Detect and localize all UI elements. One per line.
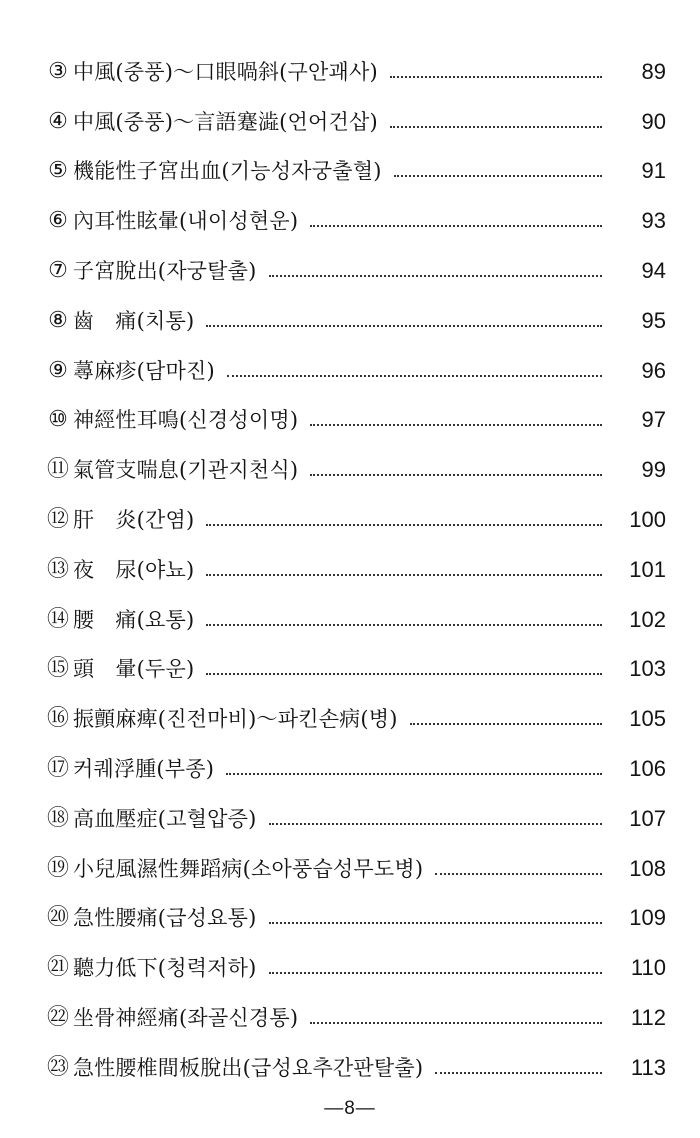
toc-entry-number: ⑲ (46, 855, 69, 881)
toc-entry-number: ⑧ (48, 307, 68, 333)
dot-leader (390, 76, 602, 78)
toc-entry-number: ④ (48, 108, 68, 134)
toc-entry (46, 482, 666, 532)
toc-entry-page-number: 91 (641, 158, 666, 184)
toc-entry-number: ㉑ (46, 955, 69, 981)
toc-entry-title: 齒 痛(치통) (73, 308, 195, 333)
toc-entry-number: ⑳ (46, 905, 69, 931)
toc-entry-number: ⑮ (46, 656, 69, 682)
toc-entry-page-number: 101 (629, 556, 666, 582)
toc-entry-title: 急性腰椎間板脫出(급성요추간판탈출) (73, 1055, 424, 1080)
toc-entry-title: 夜 尿(야뇨) (73, 557, 195, 582)
toc-entry-page-number: 93 (641, 208, 666, 234)
toc-entry-page-number: 112 (630, 1004, 666, 1030)
dot-leader (269, 972, 602, 974)
toc-entry-page-number: 99 (641, 457, 666, 483)
toc-entry (46, 183, 666, 233)
dot-leader (227, 375, 602, 377)
toc-entry-title: 肝 炎(간염) (73, 507, 195, 532)
toc-entry (46, 333, 666, 383)
toc-entry (46, 532, 666, 582)
toc-entry-page-number: 103 (629, 656, 666, 682)
dot-leader (310, 225, 602, 227)
table-of-contents (46, 34, 666, 1080)
toc-entry-title: 聽力低下(청력저하) (73, 956, 257, 981)
dot-leader (390, 126, 602, 128)
toc-entry-title: 急性腰痛(급성요통) (73, 906, 257, 931)
dot-leader (435, 1072, 602, 1074)
toc-entry-page-number: 100 (629, 506, 666, 532)
toc-entry-number: ⑰ (46, 755, 69, 781)
toc-entry-page-number: 110 (630, 955, 666, 981)
dot-leader (435, 873, 602, 875)
dot-leader (206, 574, 602, 576)
toc-entry-number: ⑫ (46, 506, 69, 532)
toc-entry (46, 432, 666, 482)
dot-leader (269, 275, 602, 277)
toc-entry-title: 神經性耳鳴(신경성이명) (73, 408, 299, 433)
toc-entry-page-number: 106 (629, 755, 666, 781)
toc-entry-page-number: 89 (641, 58, 666, 84)
toc-entry (46, 134, 666, 184)
toc-entry (46, 632, 666, 682)
dot-leader (410, 723, 602, 725)
toc-entry (46, 84, 666, 134)
toc-entry-title: 커퀘浮腫(부종) (73, 756, 215, 781)
toc-entry-title: 振顫麻痺(진전마비)～파킨손病(병) (73, 707, 398, 732)
toc-entry-page-number: 108 (629, 855, 666, 881)
toc-entry-title: 頭 暈(두운) (73, 657, 195, 682)
toc-entry-page-number: 105 (629, 706, 666, 732)
dot-leader (269, 922, 602, 924)
toc-entry-number: ⑱ (46, 805, 69, 831)
toc-entry-number: ㉓ (46, 1054, 69, 1080)
dot-leader (310, 474, 602, 476)
toc-entry (46, 930, 666, 980)
dot-leader (226, 773, 602, 775)
dot-leader (206, 524, 602, 526)
toc-entry-title: 高血壓症(고혈압증) (73, 806, 257, 831)
toc-entry-title: 中風(중풍)～言語蹇澁(언어건삽) (73, 109, 378, 134)
dot-leader (310, 424, 602, 426)
toc-entry-title: 內耳性眩暈(내이성현운) (73, 209, 299, 234)
toc-entry-number: ㉒ (46, 1004, 69, 1030)
toc-entry (46, 881, 666, 931)
dot-leader (269, 823, 602, 825)
toc-entry-page-number: 113 (630, 1054, 666, 1080)
toc-entry-page-number: 90 (641, 108, 666, 134)
toc-entry (46, 383, 666, 433)
toc-entry-number: ⑪ (46, 457, 69, 483)
toc-entry-title: 坐骨神經痛(좌골신경통) (73, 1005, 299, 1030)
toc-entry-page-number: 96 (641, 357, 666, 383)
dot-leader (310, 1022, 602, 1024)
toc-entry-page-number: 109 (629, 905, 666, 931)
toc-entry (46, 781, 666, 831)
dot-leader (206, 624, 602, 626)
toc-entry-number: ⑩ (48, 407, 68, 433)
toc-entry (46, 233, 666, 283)
toc-entry-title: 機能性子宮出血(기능성자궁출혈) (73, 159, 382, 184)
dot-leader (206, 325, 602, 327)
toc-entry (46, 34, 666, 84)
toc-entry-number: ⑭ (46, 606, 69, 632)
toc-entry-number: ⑨ (48, 357, 68, 383)
toc-entry-number: ⑤ (48, 158, 68, 184)
toc-entry-page-number: 97 (641, 407, 666, 433)
toc-entry-number: ⑦ (48, 257, 68, 283)
toc-entry (46, 980, 666, 1030)
toc-entry (46, 681, 666, 731)
toc-entry-number: ⑬ (46, 556, 69, 582)
toc-entry (46, 283, 666, 333)
toc-entry-title: 蕁麻疹(담마진) (73, 358, 215, 383)
toc-entry (46, 1030, 666, 1080)
toc-entry-number: ⑯ (46, 706, 69, 732)
toc-entry-title: 小兒風濕性舞蹈病(소아풍습성무도병) (73, 856, 424, 881)
toc-entry (46, 731, 666, 781)
toc-entry-title: 子宮脫出(자궁탈출) (73, 258, 257, 283)
dot-leader (394, 175, 602, 177)
toc-entry-number: ③ (48, 58, 68, 84)
toc-entry-number: ⑥ (48, 208, 68, 234)
toc-entry-page-number: 95 (641, 307, 666, 333)
toc-entry (46, 582, 666, 632)
toc-entry-title: 氣管支喘息(기관지천식) (73, 458, 299, 483)
dot-leader (206, 673, 602, 675)
toc-entry-title: 中風(중풍)～口眼喎斜(구안괘사) (73, 59, 378, 84)
toc-entry-page-number: 102 (629, 606, 666, 632)
toc-entry-title: 腰 痛(요통) (73, 607, 195, 632)
toc-entry-page-number: 94 (641, 257, 666, 283)
toc-entry (46, 831, 666, 881)
page-number-footer: —8— (324, 1098, 376, 1119)
toc-entry-page-number: 107 (629, 805, 666, 831)
